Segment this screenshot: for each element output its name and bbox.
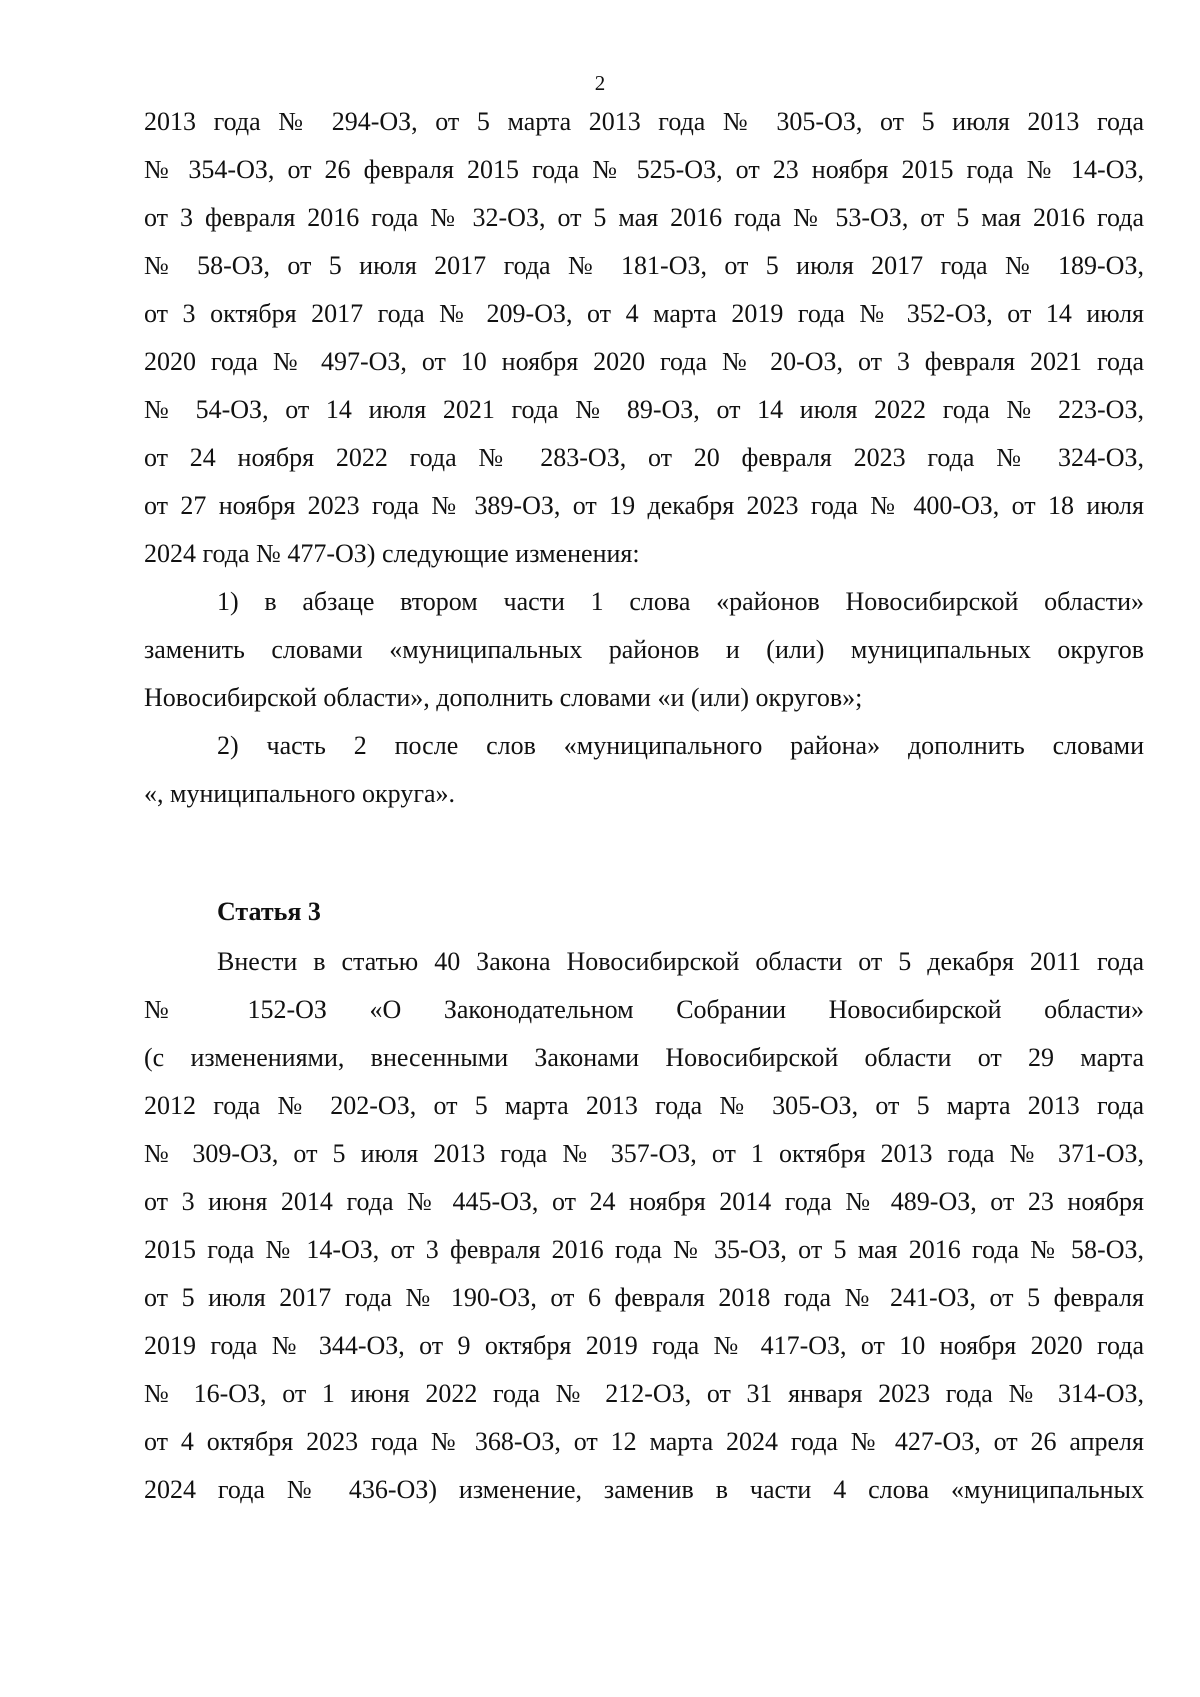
text-line: № 16-ОЗ, от 1 июня 2022 года № 212-ОЗ, от 31 января 2023 года № 314-ОЗ,: [144, 1379, 1144, 1408]
text-line: № 309-ОЗ, от 5 июля 2013 года № 357-ОЗ, от 1 октября 2013 года № 371-ОЗ,: [144, 1139, 1144, 1168]
text-line: от 4 октября 2023 года № 368-ОЗ, от 12 марта 2024 года № 427-ОЗ, от 26 апреля: [144, 1427, 1144, 1456]
text-line: от 3 июня 2014 года № 445-ОЗ, от 24 ноября 2014 года № 489-ОЗ, от 23 ноября: [144, 1187, 1144, 1216]
text-line: № 354-ОЗ, от 26 февраля 2015 года № 525-ОЗ, от 23 ноября 2015 года № 14-ОЗ,: [144, 155, 1144, 184]
text-line: от 24 ноября 2022 года № 283-ОЗ, от 20 февраля 2023 года № 324-ОЗ,: [144, 443, 1144, 472]
text-line: 2013 года № 294-ОЗ, от 5 марта 2013 года № 305-ОЗ, от 5 июля 2013 года: [144, 107, 1144, 136]
text-line: Внести в статью 40 Закона Новосибирской области от 5 декабря 2011 года: [217, 947, 1144, 976]
text-line: от 5 июля 2017 года № 190-ОЗ, от 6 февраля 2018 года № 241-ОЗ, от 5 февраля: [144, 1283, 1144, 1312]
list-item-2-line: 2) часть 2 после слов «муниципального района» дополнить словами: [217, 731, 1144, 760]
text-line: № 58-ОЗ, от 5 июля 2017 года № 181-ОЗ, от 5 июля 2017 года № 189-ОЗ,: [144, 251, 1144, 280]
text-line: 2015 года № 14-ОЗ, от 3 февраля 2016 года № 35-ОЗ, от 5 мая 2016 года № 58-ОЗ,: [144, 1235, 1144, 1264]
article-2-text: [144, 98, 1144, 818]
text-line: 2024 года № 477-ОЗ) следующие изменения:: [144, 539, 640, 568]
text-line: № 54-ОЗ, от 14 июля 2021 года № 89-ОЗ, от 14 июля 2022 года № 223-ОЗ,: [144, 395, 1144, 424]
text-line: 2012 года № 202-ОЗ, от 5 марта 2013 года № 305-ОЗ, от 5 марта 2013 года: [144, 1091, 1144, 1120]
text-line: 2020 года № 497-ОЗ, от 10 ноября 2020 года № 20-ОЗ, от 3 февраля 2021 года: [144, 347, 1144, 376]
text-line: от 3 октября 2017 года № 209-ОЗ, от 4 марта 2019 года № 352-ОЗ, от 14 июля: [144, 299, 1144, 328]
text-line: 2019 года № 344-ОЗ, от 9 октября 2019 года № 417-ОЗ, от 10 ноября 2020 года: [144, 1331, 1144, 1360]
text-line: 2024 года № 436-ОЗ) изменение, заменив в части 4 слова «муниципальных: [144, 1475, 1144, 1504]
article-heading: Статья 3: [217, 897, 321, 926]
text-line: № 152-ОЗ «О Законодательном Собрании Новосибирской области»: [144, 995, 1144, 1024]
text-line: (с изменениями, внесенными Законами Новосибирской области от 29 марта: [144, 1043, 1144, 1072]
text-line: от 27 ноября 2023 года № 389-ОЗ, от 19 декабря 2023 года № 400-ОЗ, от 18 июля: [144, 491, 1144, 520]
page-number: 2: [594, 71, 606, 95]
list-item-1-line: Новосибирской области», дополнить словами «и (или) округов»;: [144, 683, 863, 712]
list-item-1-line: заменить словами «муниципальных районов и (или) муниципальных округов: [144, 635, 1144, 664]
list-item-2-line: «, муниципального округа».: [144, 779, 456, 808]
text-line: от 3 февраля 2016 года № 32-ОЗ, от 5 мая 2016 года № 53-ОЗ, от 5 мая 2016 года: [144, 203, 1144, 232]
list-item-1-line: 1) в абзаце втором части 1 слова «районов Новосибирской области»: [217, 587, 1144, 616]
article-3-text: [144, 938, 1144, 1514]
